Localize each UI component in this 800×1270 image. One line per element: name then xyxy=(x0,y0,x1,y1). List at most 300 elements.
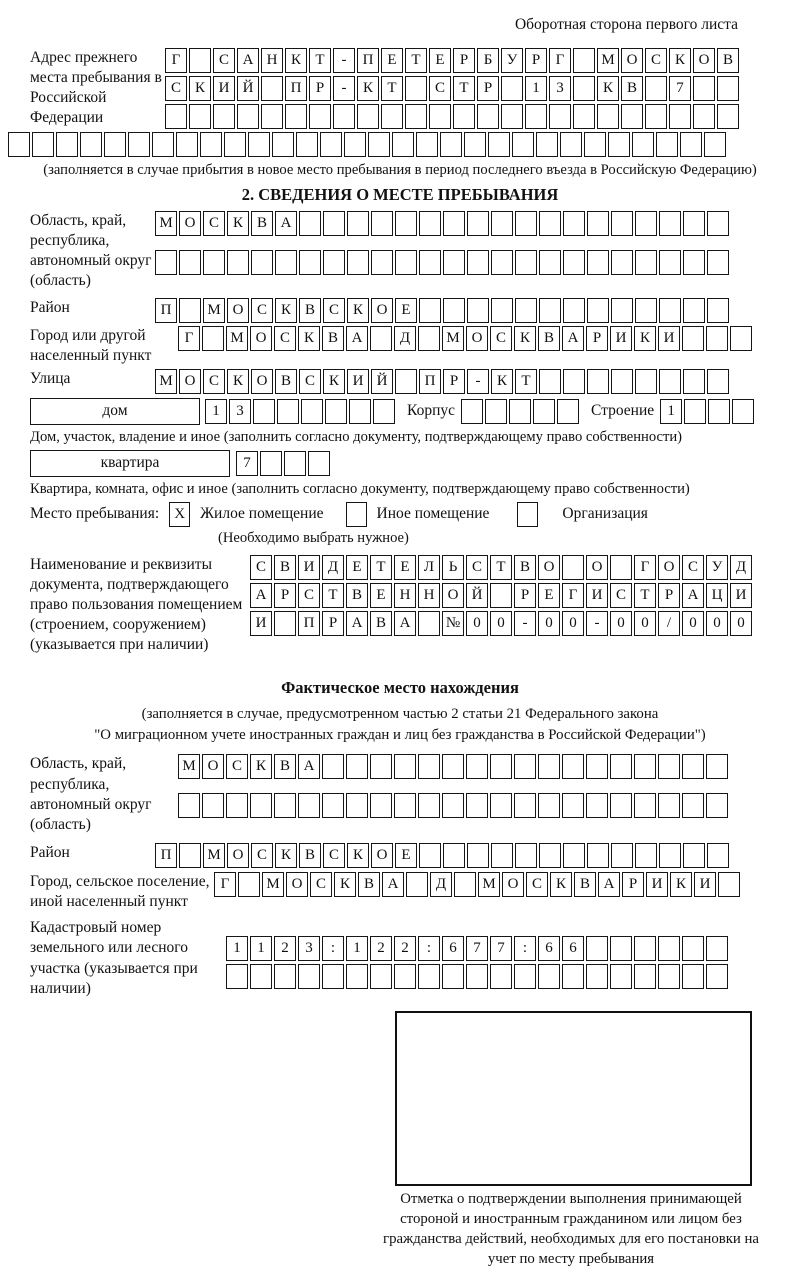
form-cell[interactable] xyxy=(202,326,224,351)
form-cell[interactable]: Е xyxy=(346,555,368,580)
form-cell[interactable] xyxy=(693,104,715,129)
form-cell[interactable] xyxy=(562,754,584,779)
document-row1[interactable] xyxy=(250,555,754,580)
form-cell[interactable] xyxy=(203,250,225,275)
form-cell[interactable] xyxy=(298,793,320,818)
form-cell[interactable]: Р xyxy=(525,48,547,73)
form-cell[interactable] xyxy=(371,250,393,275)
form-cell[interactable]: Т xyxy=(490,555,512,580)
form-cell[interactable]: М xyxy=(203,843,225,868)
form-cell[interactable] xyxy=(509,399,531,424)
form-cell[interactable] xyxy=(562,555,584,580)
form-cell[interactable] xyxy=(669,104,691,129)
form-cell[interactable]: О xyxy=(179,211,201,236)
street-cells[interactable] xyxy=(155,369,731,394)
form-cell[interactable]: Е xyxy=(395,843,417,868)
form-cell[interactable] xyxy=(275,250,297,275)
form-cell[interactable]: Д xyxy=(430,872,452,897)
region-row1[interactable] xyxy=(155,211,731,236)
form-cell[interactable] xyxy=(416,132,438,157)
form-cell[interactable]: Е xyxy=(370,583,392,608)
form-cell[interactable] xyxy=(512,132,534,157)
form-cell[interactable] xyxy=(538,793,560,818)
form-cell[interactable]: У xyxy=(501,48,523,73)
form-cell[interactable] xyxy=(610,964,632,989)
form-cell[interactable]: Н xyxy=(261,48,283,73)
form-cell[interactable]: Т xyxy=(405,48,427,73)
form-cell[interactable]: 1 xyxy=(660,399,682,424)
form-cell[interactable]: К xyxy=(227,211,249,236)
form-cell[interactable]: В xyxy=(538,326,560,351)
form-cell[interactable] xyxy=(238,872,260,897)
form-cell[interactable]: 0 xyxy=(466,611,488,636)
form-cell[interactable]: И xyxy=(658,326,680,351)
form-cell[interactable] xyxy=(368,132,390,157)
form-cell[interactable]: С xyxy=(298,583,320,608)
form-cell[interactable] xyxy=(394,754,416,779)
apartment-cells[interactable] xyxy=(236,451,332,476)
form-cell[interactable] xyxy=(128,132,150,157)
form-cell[interactable] xyxy=(707,843,729,868)
form-cell[interactable]: А xyxy=(382,872,404,897)
form-cell[interactable] xyxy=(346,964,368,989)
form-cell[interactable]: О xyxy=(202,754,224,779)
form-cell[interactable] xyxy=(717,76,739,101)
form-cell[interactable] xyxy=(320,132,342,157)
form-cell[interactable]: Е xyxy=(429,48,451,73)
form-cell[interactable]: Р xyxy=(514,583,536,608)
form-cell[interactable] xyxy=(381,104,403,129)
form-cell[interactable] xyxy=(514,964,536,989)
form-cell[interactable]: 2 xyxy=(274,936,296,961)
form-cell[interactable]: С xyxy=(299,369,321,394)
form-cell[interactable]: К xyxy=(347,298,369,323)
form-cell[interactable]: К xyxy=(227,369,249,394)
form-cell[interactable]: 2 xyxy=(370,936,392,961)
form-cell[interactable]: П xyxy=(155,843,177,868)
form-cell[interactable] xyxy=(611,298,633,323)
form-cell[interactable] xyxy=(296,132,318,157)
form-cell[interactable] xyxy=(394,964,416,989)
form-cell[interactable]: К xyxy=(334,872,356,897)
form-cell[interactable] xyxy=(501,104,523,129)
form-cell[interactable] xyxy=(333,104,355,129)
form-cell[interactable] xyxy=(442,754,464,779)
form-cell[interactable]: 1 xyxy=(226,936,248,961)
form-cell[interactable]: В xyxy=(299,843,321,868)
form-cell[interactable]: А xyxy=(598,872,620,897)
form-cell[interactable] xyxy=(635,298,657,323)
form-cell[interactable] xyxy=(563,843,585,868)
form-cell[interactable]: К xyxy=(491,369,513,394)
form-cell[interactable]: С xyxy=(429,76,451,101)
form-cell[interactable] xyxy=(586,793,608,818)
form-cell[interactable]: К xyxy=(669,48,691,73)
form-cell[interactable]: Е xyxy=(538,583,560,608)
form-cell[interactable] xyxy=(406,872,428,897)
form-cell[interactable] xyxy=(706,793,728,818)
form-cell[interactable]: П xyxy=(298,611,320,636)
form-cell[interactable] xyxy=(418,964,440,989)
form-cell[interactable] xyxy=(682,326,704,351)
form-cell[interactable] xyxy=(226,964,248,989)
form-cell[interactable] xyxy=(683,211,705,236)
form-cell[interactable]: Р xyxy=(622,872,644,897)
form-cell[interactable]: В xyxy=(251,211,273,236)
form-cell[interactable] xyxy=(730,326,752,351)
form-cell[interactable]: О xyxy=(371,843,393,868)
form-cell[interactable]: - xyxy=(333,48,355,73)
form-cell[interactable] xyxy=(608,132,630,157)
form-cell[interactable]: У xyxy=(706,555,728,580)
form-cell[interactable]: 3 xyxy=(229,399,251,424)
form-cell[interactable] xyxy=(586,936,608,961)
form-cell[interactable] xyxy=(274,611,296,636)
form-cell[interactable]: О xyxy=(227,843,249,868)
form-cell[interactable] xyxy=(563,369,585,394)
form-cell[interactable] xyxy=(467,211,489,236)
form-cell[interactable]: М xyxy=(478,872,500,897)
form-cell[interactable] xyxy=(347,211,369,236)
form-cell[interactable]: С xyxy=(682,555,704,580)
form-cell[interactable] xyxy=(419,211,441,236)
form-cell[interactable] xyxy=(584,132,606,157)
form-cell[interactable] xyxy=(418,754,440,779)
form-cell[interactable]: Т xyxy=(370,555,392,580)
form-cell[interactable]: С xyxy=(466,555,488,580)
form-cell[interactable] xyxy=(539,298,561,323)
form-cell[interactable]: К xyxy=(285,48,307,73)
form-cell[interactable]: О xyxy=(466,326,488,351)
form-cell[interactable]: О xyxy=(371,298,393,323)
form-cell[interactable]: 0 xyxy=(706,611,728,636)
form-cell[interactable]: И xyxy=(610,326,632,351)
form-cell[interactable]: 0 xyxy=(730,611,752,636)
form-cell[interactable]: Е xyxy=(394,555,416,580)
form-cell[interactable] xyxy=(299,250,321,275)
form-cell[interactable] xyxy=(706,964,728,989)
form-cell[interactable] xyxy=(274,793,296,818)
form-cell[interactable] xyxy=(611,211,633,236)
form-cell[interactable] xyxy=(717,104,739,129)
form-cell[interactable] xyxy=(371,211,393,236)
form-cell[interactable]: И xyxy=(347,369,369,394)
form-cell[interactable] xyxy=(658,936,680,961)
form-cell[interactable] xyxy=(491,250,513,275)
form-cell[interactable] xyxy=(693,76,715,101)
form-cell[interactable]: С xyxy=(226,754,248,779)
form-cell[interactable]: В xyxy=(621,76,643,101)
form-cell[interactable] xyxy=(610,793,632,818)
form-cell[interactable]: № xyxy=(442,611,464,636)
form-cell[interactable]: К xyxy=(670,872,692,897)
form-cell[interactable]: В xyxy=(574,872,596,897)
form-cell[interactable] xyxy=(453,104,475,129)
form-cell[interactable]: К xyxy=(597,76,619,101)
form-cell[interactable] xyxy=(658,754,680,779)
form-cell[interactable] xyxy=(490,754,512,779)
form-cell[interactable] xyxy=(635,250,657,275)
form-cell[interactable]: Т xyxy=(381,76,403,101)
form-cell[interactable] xyxy=(370,326,392,351)
form-cell[interactable] xyxy=(587,369,609,394)
form-cell[interactable] xyxy=(732,399,754,424)
form-cell[interactable]: О xyxy=(442,583,464,608)
form-cell[interactable] xyxy=(298,964,320,989)
form-cell[interactable] xyxy=(586,754,608,779)
form-cell[interactable] xyxy=(477,104,499,129)
form-cell[interactable] xyxy=(152,132,174,157)
form-cell[interactable] xyxy=(165,104,187,129)
form-cell[interactable]: Г xyxy=(549,48,571,73)
form-cell[interactable]: Р xyxy=(322,611,344,636)
form-cell[interactable] xyxy=(405,104,427,129)
form-cell[interactable] xyxy=(250,964,272,989)
form-cell[interactable]: 3 xyxy=(549,76,571,101)
form-cell[interactable] xyxy=(176,132,198,157)
form-cell[interactable] xyxy=(274,964,296,989)
form-cell[interactable] xyxy=(322,793,344,818)
form-cell[interactable] xyxy=(56,132,78,157)
form-cell[interactable]: Ь xyxy=(442,555,464,580)
form-cell[interactable] xyxy=(706,936,728,961)
form-cell[interactable]: С xyxy=(323,843,345,868)
actual-region-row2[interactable] xyxy=(178,793,730,818)
form-cell[interactable] xyxy=(395,250,417,275)
form-cell[interactable]: О xyxy=(286,872,308,897)
form-cell[interactable]: В xyxy=(346,583,368,608)
form-cell[interactable] xyxy=(538,754,560,779)
form-cell[interactable] xyxy=(684,399,706,424)
form-cell[interactable] xyxy=(395,211,417,236)
form-cell[interactable] xyxy=(443,211,465,236)
form-cell[interactable] xyxy=(213,104,235,129)
form-cell[interactable] xyxy=(635,369,657,394)
form-cell[interactable] xyxy=(683,843,705,868)
form-cell[interactable] xyxy=(467,250,489,275)
form-cell[interactable]: С xyxy=(310,872,332,897)
cadastral-row2[interactable] xyxy=(226,964,730,989)
form-cell[interactable] xyxy=(454,872,476,897)
form-cell[interactable] xyxy=(322,964,344,989)
form-cell[interactable] xyxy=(515,250,537,275)
form-cell[interactable] xyxy=(392,132,414,157)
form-cell[interactable] xyxy=(707,211,729,236)
form-cell[interactable] xyxy=(587,250,609,275)
form-cell[interactable]: Ц xyxy=(706,583,728,608)
form-cell[interactable]: А xyxy=(298,754,320,779)
form-cell[interactable] xyxy=(656,132,678,157)
form-cell[interactable]: 0 xyxy=(538,611,560,636)
form-cell[interactable]: С xyxy=(645,48,667,73)
form-cell[interactable]: С xyxy=(213,48,235,73)
form-cell[interactable] xyxy=(682,936,704,961)
form-cell[interactable]: И xyxy=(213,76,235,101)
prev-address-row2[interactable] xyxy=(165,76,741,101)
form-cell[interactable]: 7 xyxy=(669,76,691,101)
form-cell[interactable] xyxy=(707,250,729,275)
form-cell[interactable] xyxy=(634,936,656,961)
form-cell[interactable] xyxy=(277,399,299,424)
form-cell[interactable] xyxy=(683,369,705,394)
form-cell[interactable]: Д xyxy=(322,555,344,580)
form-cell[interactable] xyxy=(344,132,366,157)
form-cell[interactable]: Р xyxy=(453,48,475,73)
form-cell[interactable] xyxy=(394,793,416,818)
form-cell[interactable] xyxy=(491,298,513,323)
form-cell[interactable] xyxy=(610,754,632,779)
form-cell[interactable]: К xyxy=(275,298,297,323)
form-cell[interactable]: К xyxy=(550,872,572,897)
form-cell[interactable] xyxy=(683,250,705,275)
form-cell[interactable]: М xyxy=(203,298,225,323)
form-cell[interactable]: В xyxy=(370,611,392,636)
stay-type-checkbox-organization[interactable] xyxy=(517,502,538,527)
form-cell[interactable]: Д xyxy=(394,326,416,351)
form-cell[interactable]: М xyxy=(442,326,464,351)
form-cell[interactable] xyxy=(370,754,392,779)
form-cell[interactable] xyxy=(373,399,395,424)
form-cell[interactable] xyxy=(370,964,392,989)
form-cell[interactable]: 6 xyxy=(562,936,584,961)
form-cell[interactable] xyxy=(611,369,633,394)
form-cell[interactable]: М xyxy=(226,326,248,351)
form-cell[interactable] xyxy=(467,843,489,868)
form-cell[interactable] xyxy=(706,754,728,779)
form-cell[interactable]: Г xyxy=(165,48,187,73)
form-cell[interactable]: 1 xyxy=(346,936,368,961)
form-cell[interactable] xyxy=(586,964,608,989)
form-cell[interactable] xyxy=(708,399,730,424)
form-cell[interactable] xyxy=(621,104,643,129)
form-cell[interactable]: В xyxy=(299,298,321,323)
form-cell[interactable] xyxy=(490,583,512,608)
form-cell[interactable]: С xyxy=(274,326,296,351)
stay-type-checkbox-other[interactable] xyxy=(346,502,367,527)
form-cell[interactable]: 0 xyxy=(610,611,632,636)
form-cell[interactable]: : xyxy=(322,936,344,961)
form-cell[interactable] xyxy=(560,132,582,157)
form-cell[interactable] xyxy=(418,611,440,636)
form-cell[interactable] xyxy=(539,843,561,868)
form-cell[interactable]: П xyxy=(419,369,441,394)
form-cell[interactable] xyxy=(706,326,728,351)
form-cell[interactable]: Б xyxy=(477,48,499,73)
form-cell[interactable]: В xyxy=(322,326,344,351)
form-cell[interactable]: Г xyxy=(214,872,236,897)
form-cell[interactable] xyxy=(155,250,177,275)
form-cell[interactable]: М xyxy=(597,48,619,73)
form-cell[interactable] xyxy=(659,250,681,275)
form-cell[interactable] xyxy=(538,964,560,989)
form-cell[interactable] xyxy=(466,964,488,989)
form-cell[interactable] xyxy=(718,872,740,897)
form-cell[interactable]: А xyxy=(275,211,297,236)
form-cell[interactable]: Р xyxy=(274,583,296,608)
form-cell[interactable]: С xyxy=(490,326,512,351)
house-number-cells[interactable] xyxy=(205,399,397,424)
form-cell[interactable]: Р xyxy=(658,583,680,608)
form-cell[interactable] xyxy=(573,76,595,101)
form-cell[interactable]: О xyxy=(586,555,608,580)
form-cell[interactable] xyxy=(251,250,273,275)
form-cell[interactable]: П xyxy=(285,76,307,101)
form-cell[interactable]: / xyxy=(658,611,680,636)
form-cell[interactable]: Т xyxy=(309,48,331,73)
form-cell[interactable] xyxy=(659,298,681,323)
form-cell[interactable] xyxy=(226,793,248,818)
form-cell[interactable]: С xyxy=(526,872,548,897)
form-cell[interactable] xyxy=(32,132,54,157)
form-cell[interactable]: 1 xyxy=(205,399,227,424)
form-cell[interactable]: С xyxy=(251,843,273,868)
form-cell[interactable]: С xyxy=(203,211,225,236)
form-cell[interactable] xyxy=(658,964,680,989)
form-cell[interactable]: И xyxy=(298,555,320,580)
form-cell[interactable]: Т xyxy=(634,583,656,608)
form-cell[interactable]: : xyxy=(514,936,536,961)
form-cell[interactable]: - xyxy=(467,369,489,394)
form-cell[interactable] xyxy=(707,298,729,323)
form-cell[interactable] xyxy=(250,793,272,818)
form-cell[interactable]: К xyxy=(514,326,536,351)
prev-address-row4[interactable] xyxy=(8,132,800,157)
form-cell[interactable]: В xyxy=(717,48,739,73)
form-cell[interactable] xyxy=(322,754,344,779)
form-cell[interactable]: О xyxy=(621,48,643,73)
form-cell[interactable] xyxy=(323,250,345,275)
form-cell[interactable]: К xyxy=(250,754,272,779)
form-cell[interactable] xyxy=(635,211,657,236)
form-cell[interactable] xyxy=(515,298,537,323)
form-cell[interactable] xyxy=(405,76,427,101)
form-cell[interactable] xyxy=(514,793,536,818)
form-cell[interactable] xyxy=(260,451,282,476)
form-cell[interactable] xyxy=(645,104,667,129)
form-cell[interactable]: Е xyxy=(381,48,403,73)
form-cell[interactable] xyxy=(418,793,440,818)
form-cell[interactable]: С xyxy=(323,298,345,323)
district-cells[interactable] xyxy=(155,298,731,323)
form-cell[interactable] xyxy=(610,936,632,961)
form-cell[interactable] xyxy=(357,104,379,129)
form-cell[interactable]: 7 xyxy=(466,936,488,961)
form-cell[interactable]: М xyxy=(262,872,284,897)
region-row2[interactable] xyxy=(155,250,731,275)
form-cell[interactable]: К xyxy=(298,326,320,351)
form-cell[interactable]: Й xyxy=(237,76,259,101)
form-cell[interactable]: М xyxy=(155,369,177,394)
city-cells[interactable] xyxy=(178,326,754,351)
form-cell[interactable]: - xyxy=(514,611,536,636)
form-cell[interactable]: 0 xyxy=(682,611,704,636)
form-cell[interactable]: А xyxy=(562,326,584,351)
form-cell[interactable] xyxy=(491,211,513,236)
form-cell[interactable]: 3 xyxy=(298,936,320,961)
form-cell[interactable] xyxy=(659,211,681,236)
form-cell[interactable]: Й xyxy=(466,583,488,608)
form-cell[interactable]: О xyxy=(250,326,272,351)
form-cell[interactable] xyxy=(419,843,441,868)
form-cell[interactable] xyxy=(418,326,440,351)
cadastral-row1[interactable] xyxy=(226,936,730,961)
actual-city-cells[interactable] xyxy=(214,872,742,897)
form-cell[interactable] xyxy=(325,399,347,424)
form-cell[interactable] xyxy=(261,76,283,101)
form-cell[interactable]: В xyxy=(358,872,380,897)
form-cell[interactable] xyxy=(682,964,704,989)
form-cell[interactable] xyxy=(634,754,656,779)
